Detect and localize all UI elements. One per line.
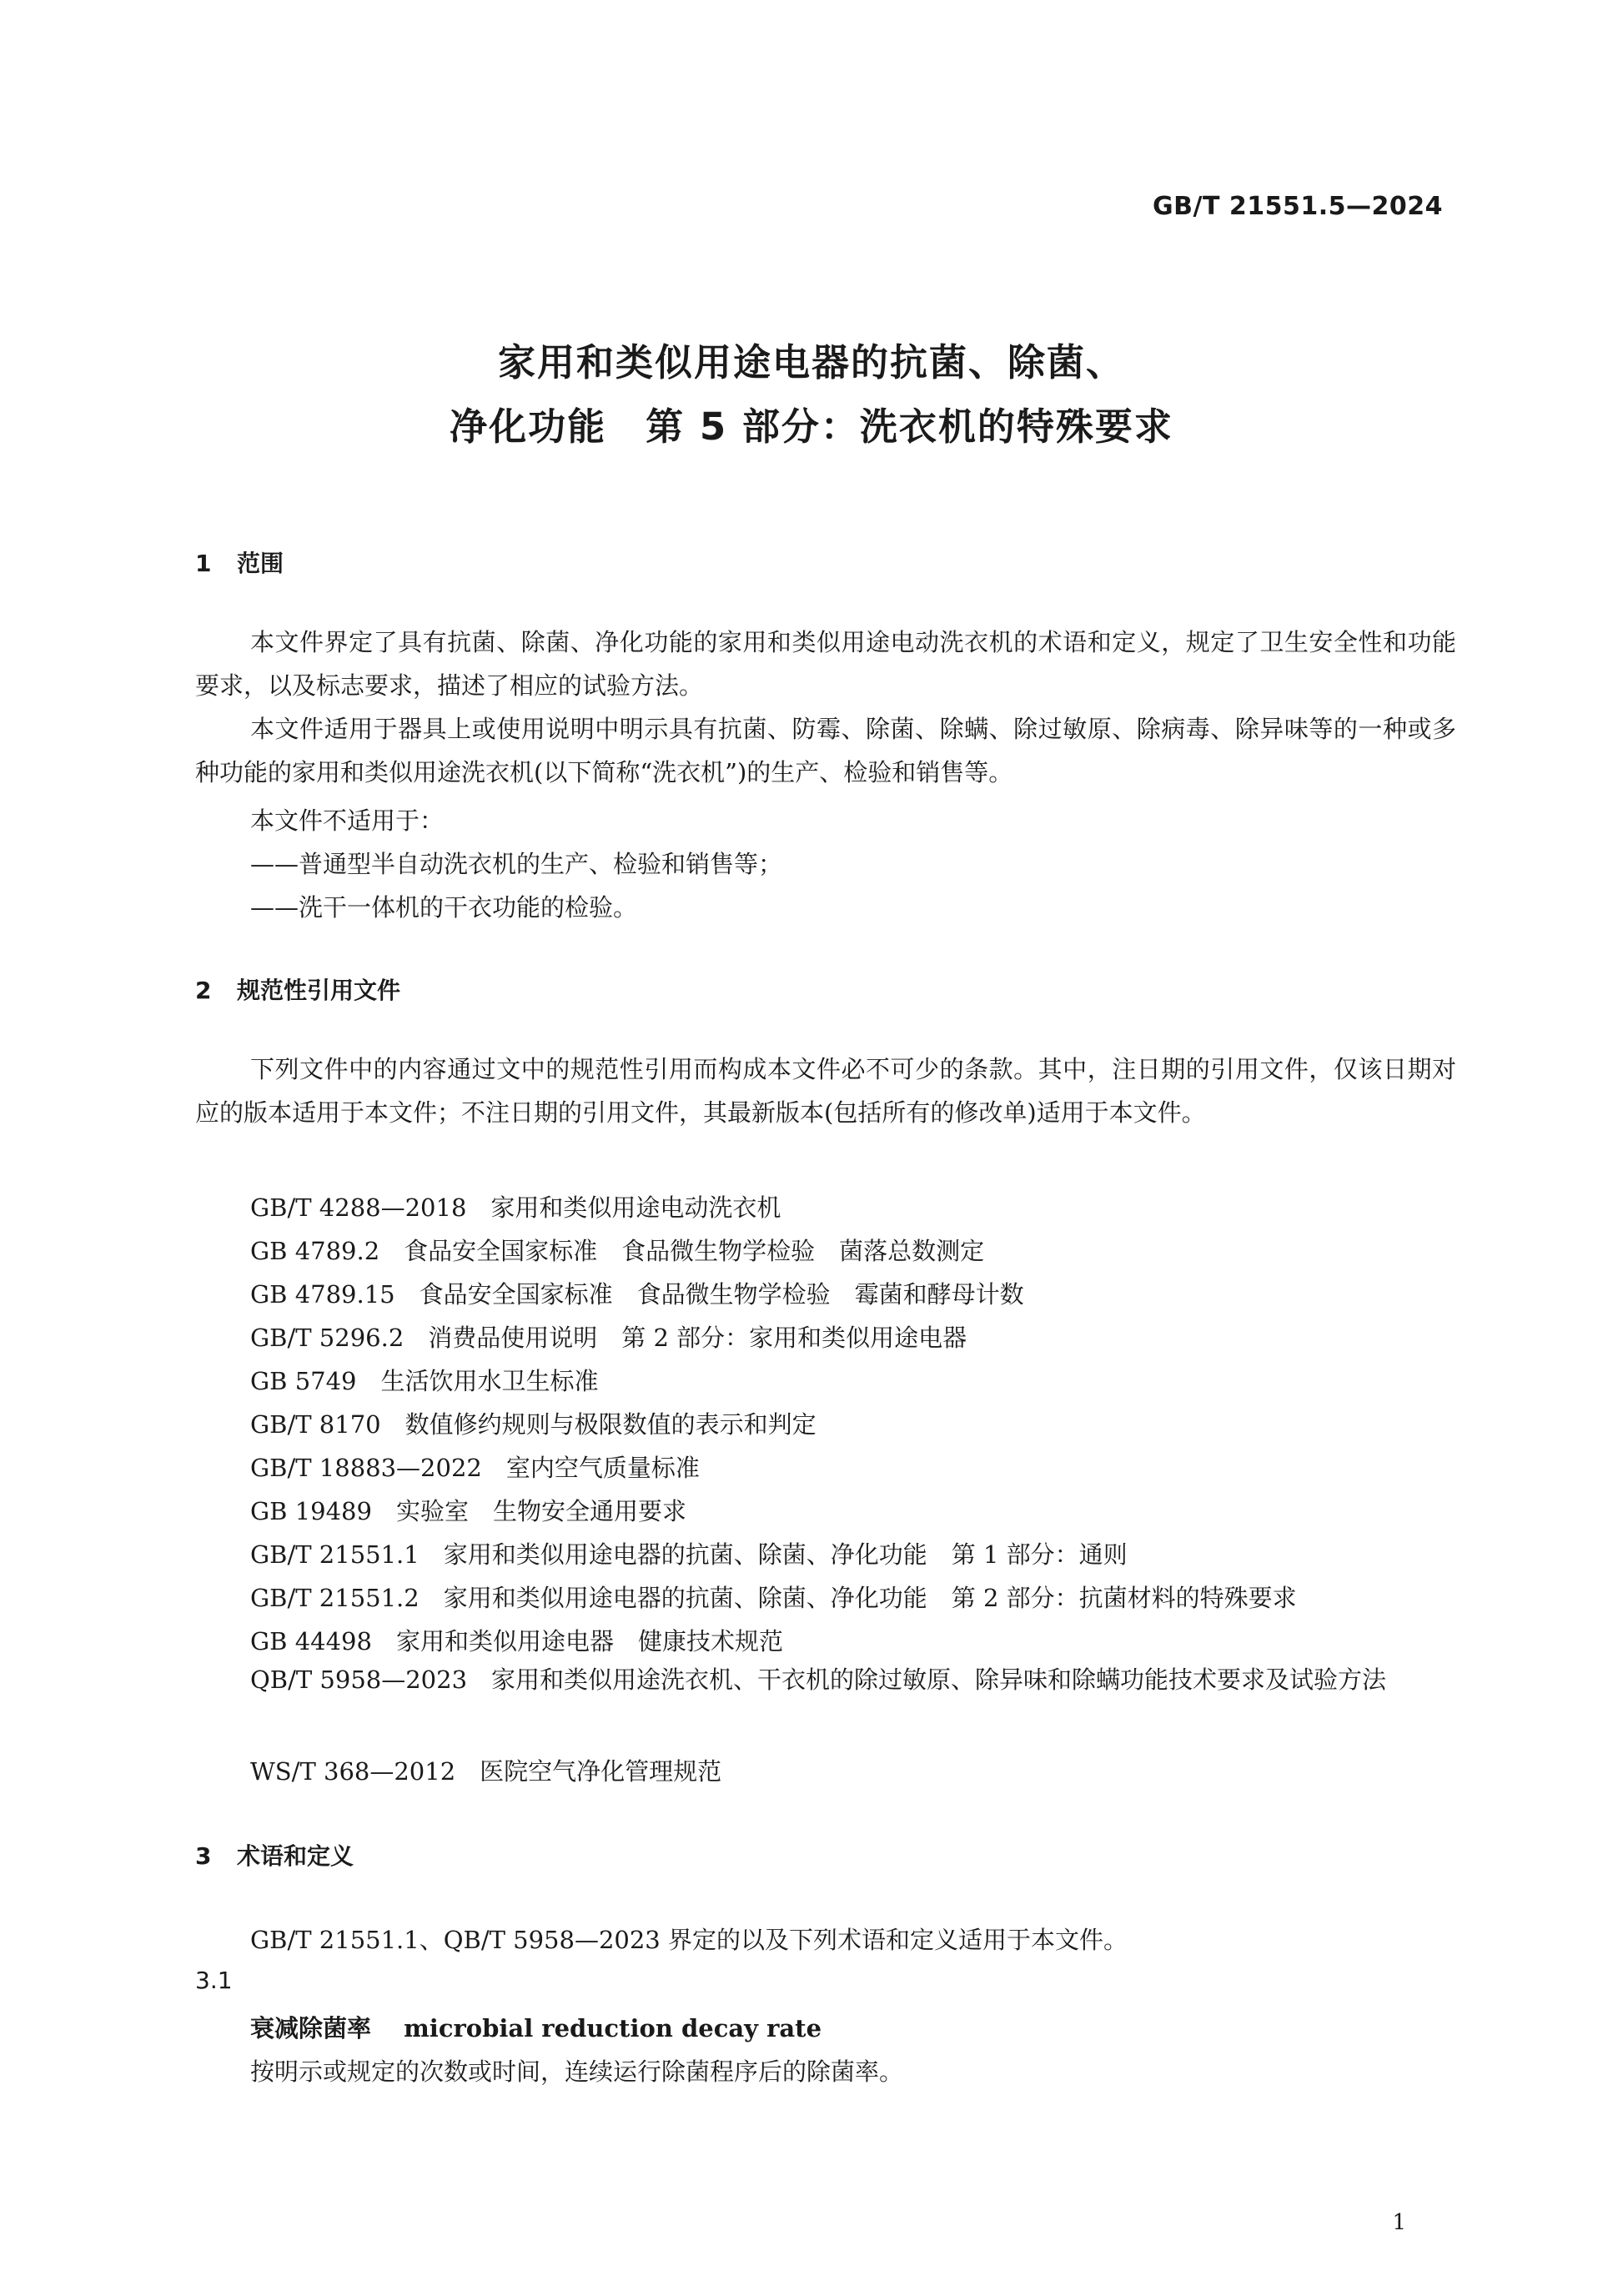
reference-item: GB/T 5296.2 消费品使用说明 第 2 部分：家用和类似用途电器 — [250, 1324, 967, 1352]
reference-item: QB/T 5958—2023 家用和类似用途洗衣机、干衣机的除过敏原、除异味和除螨功能技术要求及试验方法 — [250, 1665, 1387, 1694]
reference-item: WS/T 368—2012 医院空气净化管理规范 — [250, 1757, 722, 1786]
term-heading — [250, 2010, 822, 2044]
reference-item: GB 44498 家用和类似用途电器 健康技术规范 — [250, 1627, 783, 1655]
section-3-heading — [195, 1838, 354, 1871]
reference-item: GB/T 4288—2018 家用和类似用途电动洗衣机 — [250, 1193, 781, 1222]
title-line-2: 净化功能 第 5 部分：洗衣机的特殊要求 — [450, 404, 1173, 449]
term-chinese: 衰减除菌率 — [250, 2014, 372, 2042]
exclusion-item: ——洗干一体机的干衣功能的检验。 — [250, 893, 638, 922]
term-number: 3.1 — [195, 1967, 233, 1994]
reference-item: GB 4789.15 食品安全国家标准 食品微生物学检验 霉菌和酵母计数 — [250, 1280, 1024, 1309]
page-number: 1 — [1392, 2210, 1406, 2235]
section-title: 术语和定义 — [237, 1842, 354, 1870]
scope-paragraph-1: 本文件界定了具有抗菌、除菌、净化功能的家用和类似用途电动洗衣机的术语和定义，规定了卫生安全性和功能要求，以及标志要求，描述了相应的试验方法。 — [195, 628, 1456, 700]
term-definition: 按明示或规定的次数或时间，连续运行除菌程序后的除菌率。 — [250, 2057, 904, 2086]
reference-item: GB/T 21551.1 家用和类似用途电器的抗菌、除菌、净化功能 第 1 部分：通则 — [250, 1540, 1128, 1569]
reference-item: GB 4789.2 食品安全国家标准 食品微生物学检验 菌落总数测定 — [250, 1237, 985, 1265]
reference-item: GB/T 18883—2022 室内空气质量标准 — [250, 1454, 700, 1482]
section-2-heading — [195, 972, 400, 1006]
section-1-heading — [195, 545, 284, 579]
section-number: 1 — [195, 550, 212, 577]
exclusion-item: ——普通型半自动洗衣机的生产、检验和销售等； — [250, 850, 783, 878]
terms-intro: GB/T 21551.1、QB/T 5958—2023 界定的以及下列术语和定义适用于本文件。 — [250, 1926, 1128, 1954]
section-title: 范围 — [237, 550, 284, 577]
reference-item: GB 19489 实验室 生物安全通用要求 — [250, 1497, 686, 1525]
references-intro: 下列文件中的内容通过文中的规范性引用而构成本文件必不可少的条款。其中，注日期的引用文件，仅该日期对应的版本适用于本文件；不注日期的引用文件，其最新版本(包括所有的修改单)适用于本文件。 — [195, 1055, 1456, 1127]
section-number: 2 — [195, 977, 212, 1004]
reference-item: GB/T 21551.2 家用和类似用途电器的抗菌、除菌、净化功能 第 2 部分：抗菌材料的特殊要求 — [250, 1584, 1297, 1612]
section-title: 规范性引用文件 — [237, 977, 401, 1004]
term-english: microbial reduction decay rate — [404, 2014, 822, 2042]
reference-item: GB/T 8170 数值修约规则与极限数值的表示和判定 — [250, 1410, 817, 1439]
scope-paragraph-3: 本文件不适用于： — [250, 806, 445, 835]
scope-paragraph-2: 本文件适用于器具上或使用说明中明示具有抗菌、防霉、除菌、除螨、除过敏原、除病毒、除异味等的一种或多种功能的家用和类似用途洗衣机(以下简称“洗衣机”)的生产、检验和销售等。 — [195, 715, 1456, 786]
title-line-1: 家用和类似用途电器的抗菌、除菌、 — [497, 340, 1125, 384]
reference-item: GB 5749 生活饮用水卫生标准 — [250, 1367, 599, 1395]
section-number: 3 — [195, 1842, 212, 1870]
standard-code: GB/T 21551.5—2024 — [1153, 192, 1443, 221]
